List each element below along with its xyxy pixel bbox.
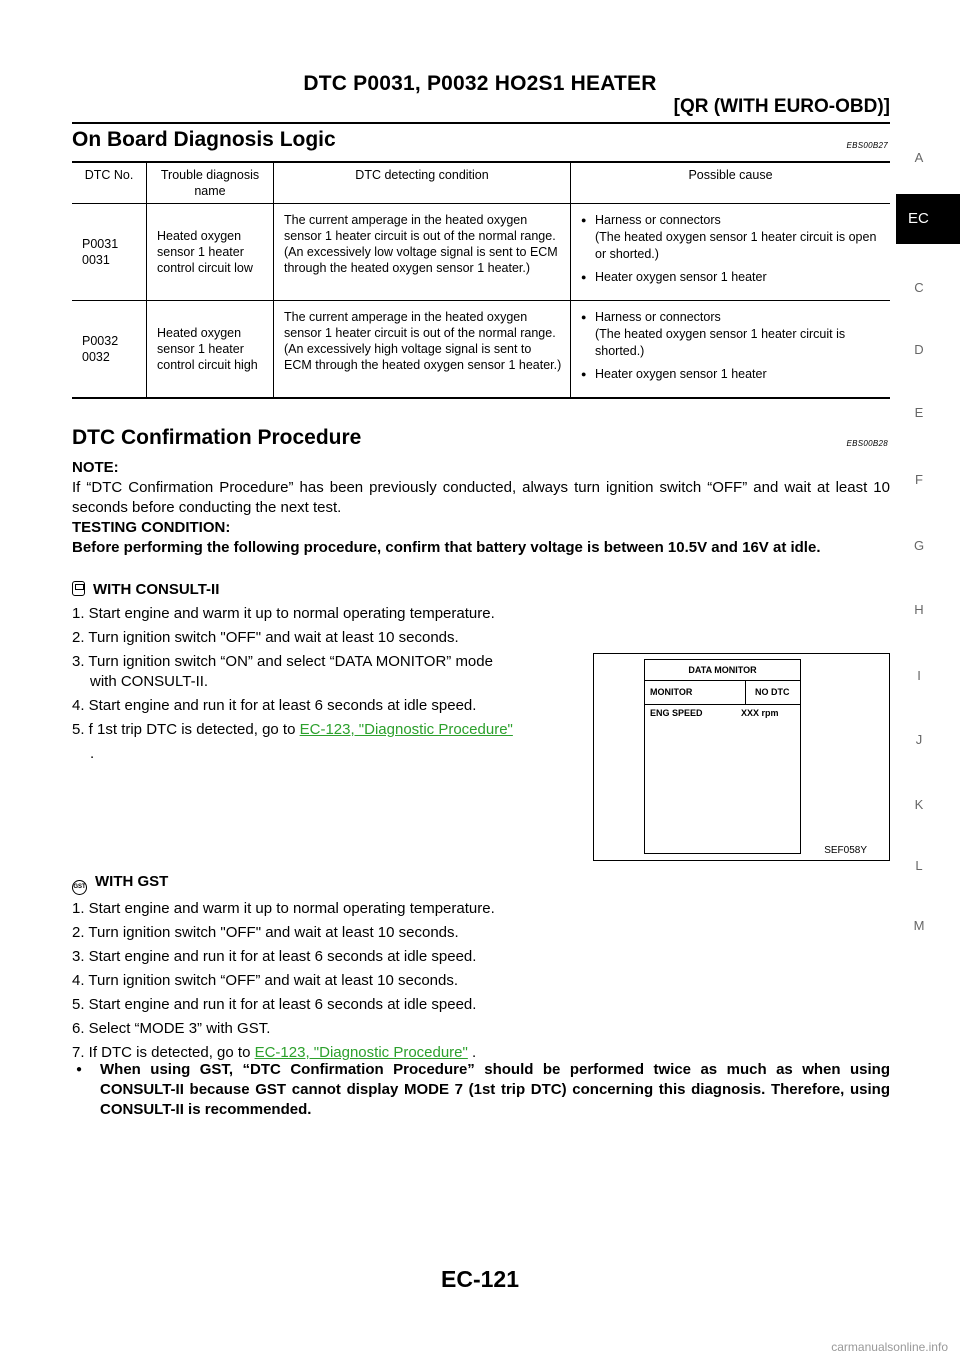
table-row xyxy=(72,204,890,301)
step-item: 4. Start engine and run it for at least 6 seconds at idle speed. xyxy=(72,697,477,714)
gst-tool-icon: GST xyxy=(72,880,87,895)
gst-section xyxy=(72,872,495,1067)
table-header: Possible cause xyxy=(571,162,891,204)
dtc-code: P0032 xyxy=(82,334,119,348)
monitor-col: MONITOR xyxy=(650,687,693,697)
footer-watermark: carmanualsonline.info xyxy=(831,1340,948,1354)
monitor-value: XXX rpm xyxy=(741,708,779,718)
monitor-col: NO DTC xyxy=(755,687,790,697)
figure-code: SEF058Y xyxy=(824,845,867,856)
testing-condition-label: TESTING CONDITION: xyxy=(72,519,231,536)
consult-section xyxy=(72,580,513,768)
page-number: EC-121 xyxy=(441,1266,519,1292)
side-index-i[interactable]: I xyxy=(917,668,921,683)
dtc-code: 0031 xyxy=(82,253,110,267)
side-index-ec-active[interactable]: EC xyxy=(896,194,960,244)
condition-text: The current amperage in the heated oxygen sensor 1 heater circuit is out of the normal range. xyxy=(284,213,556,243)
section-code: EBS00B27 xyxy=(846,141,888,150)
side-index-j[interactable]: J xyxy=(915,732,923,747)
side-index-l[interactable]: L xyxy=(915,858,923,873)
dtc-number-cell xyxy=(72,204,147,301)
step-item: 7. If DTC is detected, go to EC-123, "Diagnostic Procedure" . xyxy=(72,1044,477,1061)
diagnosis-name-cell: Heated oxygen sensor 1 heater control circuit high xyxy=(147,301,274,399)
monitor-item: ENG SPEED xyxy=(650,708,703,718)
step-tail: . xyxy=(90,745,95,762)
step-item: 1. Start engine and warm it up to normal operating temperature. xyxy=(72,900,495,917)
bullet-icon: ● xyxy=(76,1064,83,1075)
step-item: 4. Turn ignition switch “OFF” and wait at least 10 seconds. xyxy=(72,972,459,989)
diagnosis-name-cell: Heated oxygen sensor 1 heater control circuit low xyxy=(147,204,274,301)
possible-cause-cell xyxy=(571,301,891,399)
condition-text: The current amperage in the heated oxygen sensor 1 heater circuit is out of the normal range. xyxy=(284,310,556,340)
detecting-condition-cell xyxy=(274,204,571,301)
dtc-code: 0032 xyxy=(82,350,110,364)
side-index-d[interactable]: D xyxy=(914,342,924,357)
step-item: 2. Turn ignition switch "OFF" and wait at least 10 seconds. xyxy=(72,629,459,646)
diagnostic-procedure-link[interactable]: EC-123, "Diagnostic Procedure" xyxy=(299,721,513,738)
detecting-condition-cell xyxy=(274,301,571,399)
gst-warning: ● When using GST, “DTC Confirmation Procedure” should be performed twice as much as when using CONSULT-II because GST cannot display MODE 7 (1st trip DTC) concerning this diagnosis. Therefore, using CONSULT-II is recommended. xyxy=(76,1061,890,1118)
dtc-code: P0031 xyxy=(82,237,119,251)
step-item: 5. f 1st trip DTC is detected, go to EC-123, "Diagnostic Procedure" xyxy=(72,721,513,738)
step-item: 6. Select “MODE 3” with GST. xyxy=(72,1020,271,1037)
side-index-g[interactable]: G xyxy=(913,538,925,553)
note-label: NOTE: xyxy=(72,459,119,476)
diagnostic-procedure-link[interactable]: EC-123, "Diagnostic Procedure" xyxy=(254,1044,468,1061)
condition-text: (An excessively high voltage signal is sent to ECM through the heated oxygen sensor 1 heater.) xyxy=(284,342,562,372)
side-index-a[interactable]: A xyxy=(914,150,924,165)
cause-item: ● Heater oxygen sensor 1 heater xyxy=(581,366,882,383)
side-index-e[interactable]: E xyxy=(914,405,924,420)
side-index-m[interactable]: M xyxy=(913,918,925,933)
condition-text: (An excessively low voltage signal is sent to ECM through the heated oxygen sensor 1 heater.) xyxy=(284,245,558,275)
table-header-row xyxy=(72,162,890,204)
possible-cause-cell xyxy=(571,204,891,301)
testing-condition-text: Before performing the following procedure, confirm that battery voltage is between 10.5V and 16V at idle. xyxy=(72,539,821,556)
page-header-title: DTC P0031, P0032 HO2S1 HEATER xyxy=(303,72,657,95)
step-item-continued: with CONSULT-II. xyxy=(90,673,209,690)
side-index-f[interactable]: F xyxy=(915,472,923,487)
dtc-number-cell xyxy=(72,301,147,399)
step-item: 5. Start engine and run it for at least 6 seconds at idle speed. xyxy=(72,996,477,1013)
dtc-table xyxy=(72,161,890,399)
step-item: 1. Start engine and warm it up to normal operating temperature. xyxy=(72,605,495,622)
table-header: DTC detecting condition xyxy=(274,162,571,204)
page-header-subtitle: [QR (WITH EURO-OBD)] xyxy=(673,96,890,117)
header-rule xyxy=(72,122,890,124)
data-monitor-figure xyxy=(593,653,890,861)
section-title-diagnosis-logic: On Board Diagnosis Logic xyxy=(72,128,336,151)
step-item: 2. Turn ignition switch "OFF" and wait at least 10 seconds. xyxy=(72,924,459,941)
step-item: 3. Start engine and run it for at least 6 seconds at idle speed. xyxy=(72,948,477,965)
cause-item: ● Harness or connectors (The heated oxygen sensor 1 heater circuit is shorted.) xyxy=(581,309,882,360)
step-item: 3. Turn ignition switch “ON” and select “DATA MONITOR” mode xyxy=(72,653,493,670)
side-index-h[interactable]: H xyxy=(914,602,924,617)
table-header: Trouble diagnosis name xyxy=(147,162,274,204)
cause-item: ● Heater oxygen sensor 1 heater xyxy=(581,269,882,286)
table-header: DTC No. xyxy=(72,162,147,204)
gst-heading: GST WITH GST xyxy=(72,872,495,895)
note-block xyxy=(72,458,890,558)
consult-tool-icon xyxy=(72,581,85,596)
monitor-header-row xyxy=(645,680,800,705)
consult-heading: WITH CONSULT-II xyxy=(72,580,513,600)
monitor-title: DATA MONITOR xyxy=(645,660,800,681)
note-text: If “DTC Confirmation Procedure” has been previously conducted, always turn ignition switch “OFF” and wait at least 10 seconds before conducting the next test. xyxy=(72,479,890,516)
section-code: EBS00B28 xyxy=(846,439,888,448)
monitor-screen xyxy=(644,659,801,854)
section-title-confirmation-procedure: DTC Confirmation Procedure xyxy=(72,426,362,449)
table-row xyxy=(72,301,890,399)
cause-item: ● Harness or connectors (The heated oxygen sensor 1 heater circuit is open or shorted.) xyxy=(581,212,882,263)
side-index-c[interactable]: C xyxy=(914,280,924,295)
side-index-k[interactable]: K xyxy=(914,797,924,812)
